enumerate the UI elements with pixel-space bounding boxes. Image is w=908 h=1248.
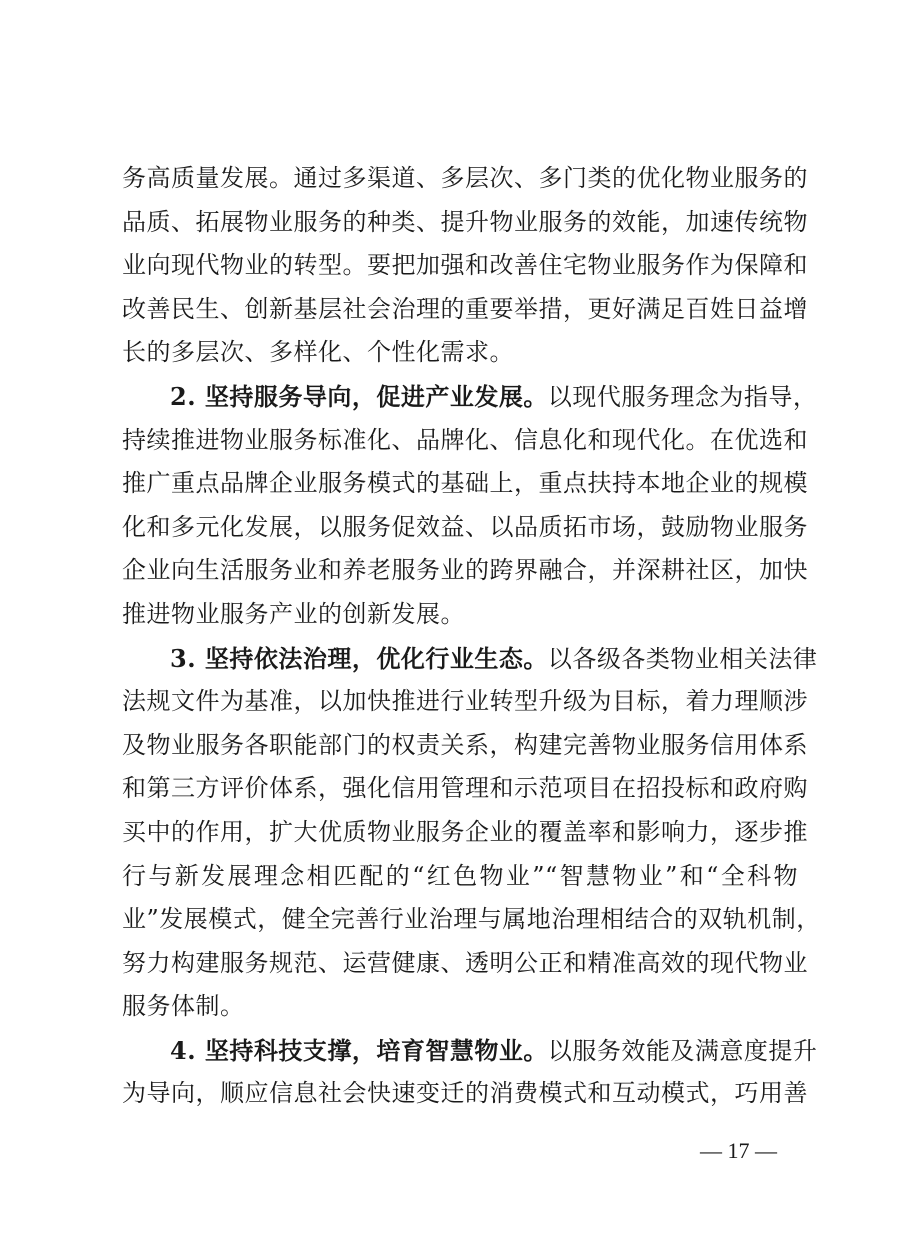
- text-line: 行与新发展理念相匹配的“红色物业”“智慧物业”和“全科物: [122, 861, 798, 890]
- paragraph-1: [122, 157, 808, 375]
- text-line: 业向现代物业的转型。要把加强和改善住宅物业服务作为保障和: [122, 251, 808, 280]
- paragraph-3: [122, 637, 821, 1029]
- page-number: — 17 —: [700, 1138, 777, 1163]
- text-line: 为导向，顺应信息社会快速变迁的消费模式和互动模式，巧用善: [122, 1079, 808, 1108]
- text-line: 品质、拓展物业服务的种类、提升物业服务的效能，加速传统物: [122, 207, 808, 236]
- text-line: 持续推进物业服务标准化、品牌化、信息化和现代化。在优选和: [122, 425, 808, 454]
- text-line: 推广重点品牌企业服务模式的基础上，重点扶持本地企业的规模: [122, 469, 808, 498]
- document-body: [122, 157, 821, 1116]
- text-line: 法规文件为基准，以加快推进行业转型升级为目标，着力理顺涉: [122, 687, 808, 716]
- text-line: 企业向生活服务业和养老服务业的跨界融合，并深耕社区，加快: [122, 556, 808, 585]
- text-line: 努力构建服务规范、运营健康、透明公正和精准高效的现代物业: [122, 948, 808, 977]
- text-line: 及物业服务各职能部门的权责关系，构建完善物业服务信用体系: [122, 730, 808, 759]
- section-heading: 4. 坚持科技支撑，培育智慧物业。: [170, 1035, 548, 1065]
- text-line: 务高质量发展。通过多渠道、多层次、多门类的优化物业服务的: [122, 164, 808, 192]
- text-line: 化和多元化发展，以服务促效益、以品质拓市场，鼓励物业服务: [122, 512, 808, 541]
- section-heading: 3. 坚持依法治理，优化行业生态。: [170, 643, 548, 673]
- text-line: 买中的作用，扩大优质物业服务企业的覆盖率和影响力，逐步推: [122, 817, 808, 846]
- text-line-continuation: 以服务效能及满意度提升: [547, 1036, 818, 1065]
- text-line-continuation: 以现代服务理念为指导，: [547, 382, 818, 411]
- text-line: 业”发展模式，健全完善行业治理与属地治理相结合的双轨机制，: [122, 905, 821, 934]
- text-line: [122, 375, 818, 419]
- paragraph-2: [122, 375, 818, 637]
- section-heading: 2. 坚持服务导向，促进产业发展。: [170, 381, 548, 411]
- text-line: [122, 637, 818, 681]
- text-line: 长的多层次、多样化、个性化需求。: [122, 338, 514, 367]
- text-line: 改善民生、创新基层社会治理的重要举措，更好满足百姓日益增: [122, 294, 808, 323]
- paragraph-4: [122, 1029, 818, 1116]
- text-line: 和第三方评价体系，强化信用管理和示范项目在招投标和政府购: [122, 774, 808, 803]
- text-line: 服务体制。: [122, 992, 245, 1021]
- text-line: [122, 1029, 818, 1073]
- text-line-continuation: 以各级各类物业相关法律: [547, 644, 818, 673]
- text-line: 推进物业服务产业的创新发展。: [122, 599, 465, 628]
